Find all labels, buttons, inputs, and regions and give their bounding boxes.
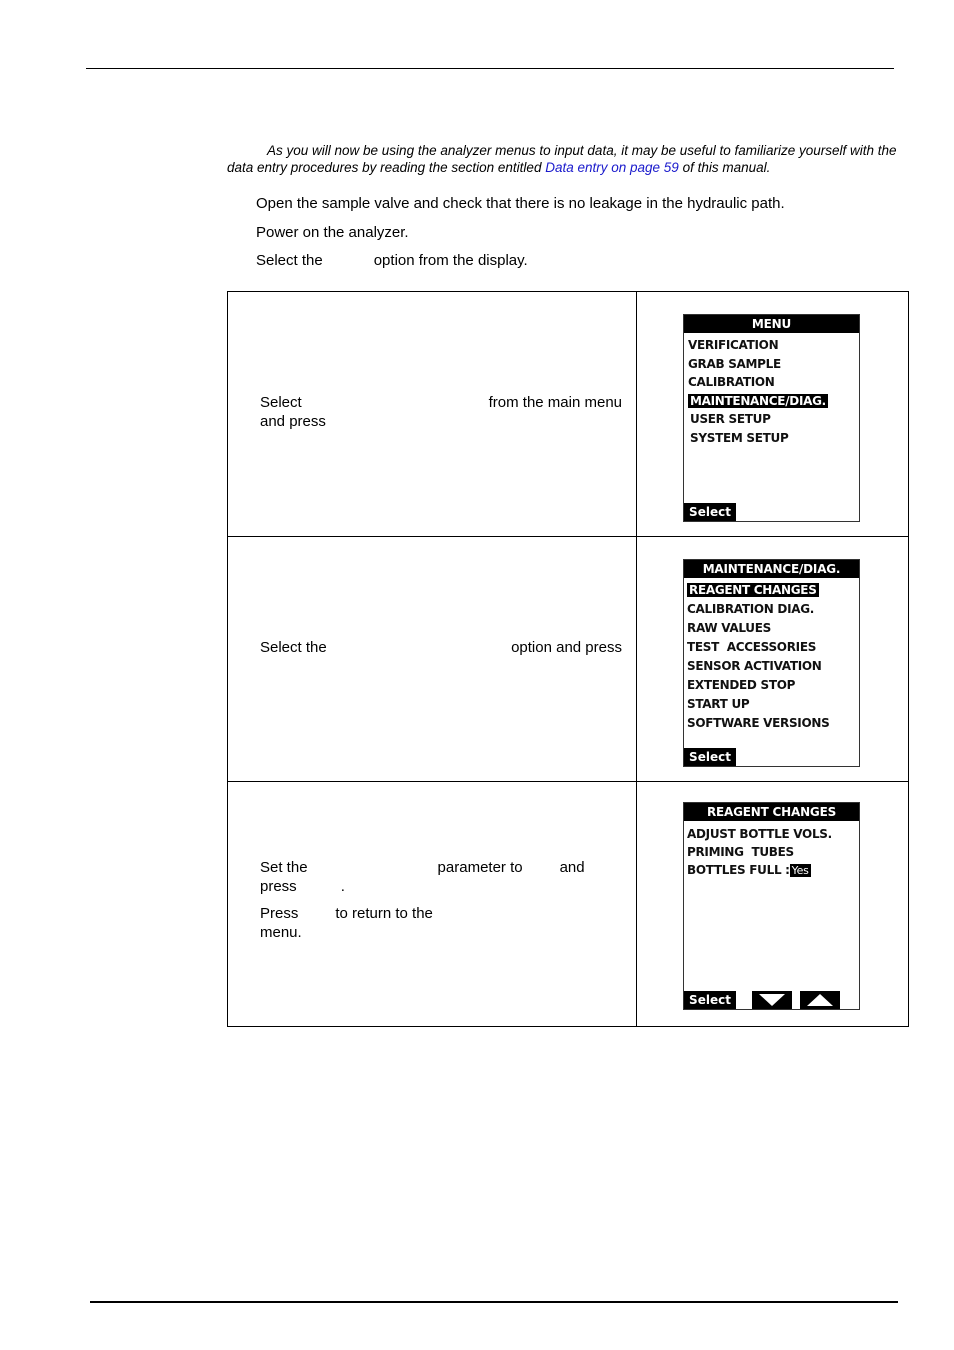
note-text: As you will now be using the analyzer menus to input data, it may be useful to familiarize yourself with the data entry procedures by reading the section entitled (227, 143, 897, 175)
screen-cell-2 (637, 537, 909, 782)
row2-select: Select the (260, 639, 327, 656)
step-open-valve: Open the sample valve and check that there is no leakage in the hydraulic path. (256, 195, 785, 212)
down-arrow-icon (757, 993, 787, 1007)
select-softkey[interactable]: Select (684, 503, 736, 521)
up-arrow-key[interactable] (800, 991, 840, 1009)
maint-item-start-up[interactable]: START UP (687, 697, 750, 711)
row3-press-return: Press (260, 905, 299, 922)
data-entry-link[interactable]: Data entry on page 59 (545, 160, 679, 175)
bottles-full-value[interactable]: Yes (791, 864, 809, 877)
bottles-full-label: BOTTLES FULL : (687, 863, 790, 877)
down-arrow-key[interactable] (752, 991, 792, 1009)
maint-item-sensor-activation[interactable]: SENSOR ACTIVATION (687, 659, 822, 673)
screen-cell-3 (637, 782, 909, 1027)
menu-item-system-setup[interactable]: SYSTEM SETUP (690, 430, 789, 445)
menu-item-calibration[interactable]: CALIBRATION (688, 375, 775, 389)
maint-item-raw-values[interactable]: RAW VALUES (687, 621, 771, 635)
maint-item-software-versions[interactable]: SOFTWARE VERSIONS (687, 716, 830, 730)
row3-return-text: to return to the (335, 905, 433, 922)
maint-item-extended-stop[interactable]: EXTENDED STOP (687, 678, 796, 692)
step-select-a: Select the (256, 252, 323, 269)
row3-and: and (559, 859, 585, 876)
footer-rule (90, 1301, 898, 1303)
selected-item: REAGENT CHANGES (689, 583, 817, 597)
row1-select: Select (260, 394, 302, 411)
reagent-screen (683, 802, 860, 1010)
maint-item-reagent-changes[interactable] (687, 581, 859, 600)
row1-press: and press (260, 413, 326, 430)
procedure-table (227, 291, 909, 1027)
screen-title: MAINTENANCE/DIAG. (684, 560, 859, 578)
row3-period: . (340, 878, 345, 895)
selected-item: MAINTENANCE/DIAG. (690, 393, 826, 408)
select-softkey[interactable]: Select (684, 991, 736, 1009)
select-softkey[interactable]: Select (684, 748, 736, 766)
screen-title: MENU (684, 315, 859, 333)
step-power-on: Power on the analyzer. (256, 224, 409, 241)
instruction-cell-1 (228, 292, 637, 537)
row2-option: option and press (511, 639, 622, 656)
menu-screen (683, 314, 860, 522)
screen-cell-1 (637, 292, 909, 537)
table-row (228, 292, 909, 537)
header-rule (86, 68, 894, 69)
step-select-b: option from the display. (373, 252, 528, 269)
row3-parameter: parameter to (437, 859, 523, 876)
step-select-option (256, 252, 528, 270)
instruction-cell-2 (228, 537, 637, 782)
note-text-end: of this manual. (678, 160, 771, 175)
row3-set: Set the (260, 859, 308, 876)
row3-press: press (260, 878, 297, 895)
maintenance-screen (683, 559, 860, 767)
row3-menu: menu. (260, 924, 302, 941)
menu-item-user-setup[interactable]: USER SETUP (690, 412, 771, 426)
screen-title: REAGENT CHANGES (684, 803, 859, 821)
maint-item-test-accessories[interactable]: TEST ACCESSORIES (687, 640, 817, 654)
reagent-item-adjust-vols[interactable]: ADJUST BOTTLE VOLS. (687, 827, 832, 841)
menu-item-maintenance[interactable] (688, 392, 859, 411)
reagent-item-bottles-full[interactable] (687, 861, 859, 880)
reagent-item-priming-tubes[interactable]: PRIMING TUBES (687, 845, 794, 859)
up-arrow-icon (805, 993, 835, 1007)
table-row (228, 537, 909, 782)
data-entry-note (227, 142, 909, 176)
row1-main-menu: from the main menu (488, 394, 622, 411)
instruction-cell-3 (228, 782, 637, 1027)
menu-item-verification[interactable]: VERIFICATION (688, 338, 779, 352)
menu-item-grab-sample[interactable]: GRAB SAMPLE (688, 356, 781, 371)
maint-item-calibration-diag[interactable]: CALIBRATION DIAG. (687, 602, 815, 616)
table-row (228, 782, 909, 1027)
